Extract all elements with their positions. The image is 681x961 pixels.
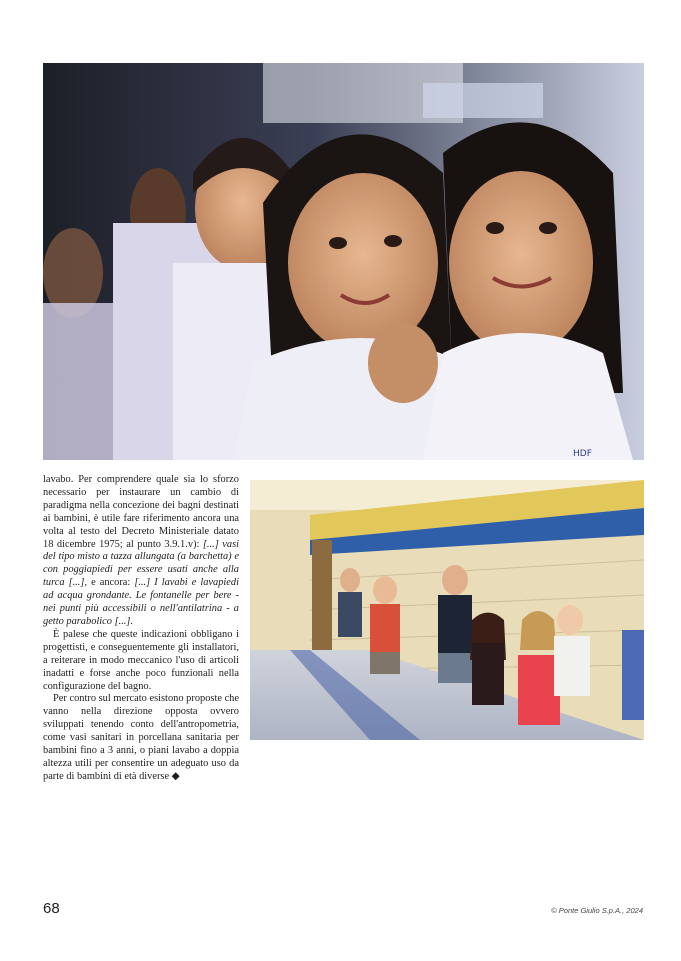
copyright-notice: © Ponte Giulio S.p.A., 2024: [551, 906, 643, 915]
page-number: 68: [43, 900, 60, 917]
schoolgirls-photo: [43, 63, 644, 460]
article-text: [43, 474, 239, 784]
school-hallway-photo: [250, 480, 644, 740]
svg-text:HDF: HDF: [573, 449, 592, 459]
paragraph-3: Per contro sul mercato esistono proposte che vanno nella direzione opposta ovvero sviluppati tenendo conto dell'antropometria, come vasi sanitari in porcellana sanitaria per bambini fino a 3 anni, o piani lavabo a doppia altezza utili per consentire un adeguato uso da parte di bambini di età diverse ◆: [43, 693, 239, 782]
decree-quote-1: [...] vasi del tipo misto a tazza allungata (a barchetta) e con poggiapiedi per essere usati anche alla turca [...]: [43, 538, 240, 589]
paragraph-2: È palese che queste indicazioni obbligano i progettisti, e conseguentemente gli installatori, a reiterare in modo meccanico l'uso di articoli inadatti e forse anche poco funzionali nella configurazione del bagno.: [43, 628, 239, 692]
paragraph-1-text: lavabo. Per comprendere quale sia lo sforzo necessario per instaurare un cambio di paradigma nella concezione dei bagni destinati ai bambini, è utile fare riferimento ancora una volta al testo del Decreto Ministeriale datato 18 dicembre 1975; al punto 3.9.1.v):: [43, 474, 239, 550]
paragraph-1-connector: , e ancora:: [84, 577, 135, 589]
paragraph-1: [43, 474, 239, 629]
decree-quote-2: [...] I lavabi e lavapiedi ad acqua grondante. Le fontanelle per bere - nei punti più accessibili o nell'antilatrina - a getto parabolico [...].: [43, 577, 239, 627]
